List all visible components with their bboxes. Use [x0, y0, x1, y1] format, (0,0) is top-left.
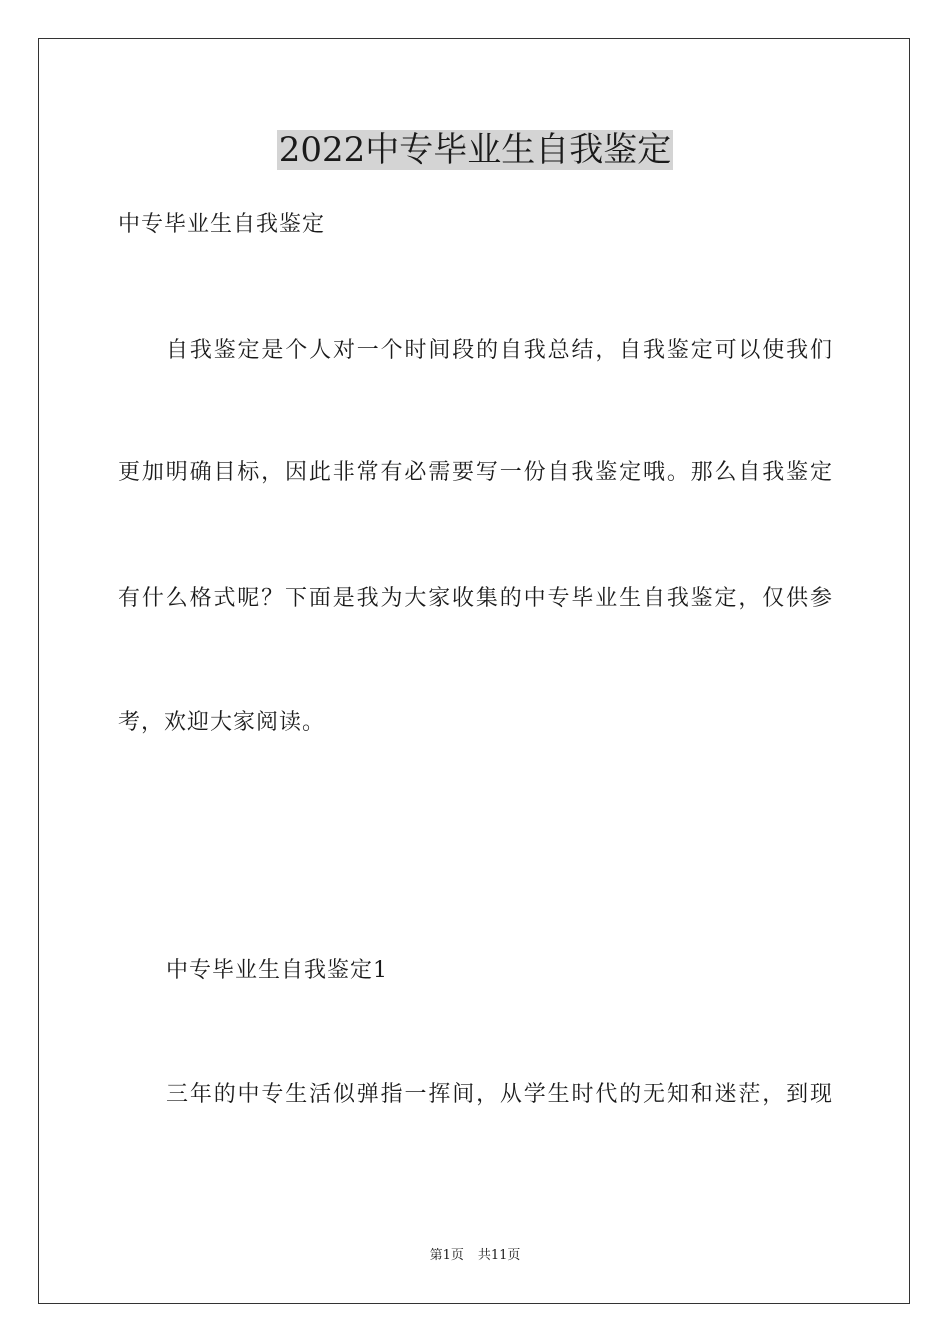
paragraph-line: 考，欢迎大家阅读。 [118, 710, 326, 735]
subtitle: 中专毕业生自我鉴定 [118, 212, 326, 237]
page-footer [0, 1246, 950, 1266]
page-number: 第1页 [429, 1248, 464, 1263]
paragraph-line: 自我鉴定是个人对一个时间段的自我总结，自我鉴定可以使我们 [166, 338, 832, 363]
paragraph-line: 有什么格式呢？下面是我为大家收集的中专毕业生自我鉴定，仅供参 [118, 586, 832, 611]
document-title [0, 126, 950, 174]
paragraph-line: 三年的中专生活似弹指一挥间，从学生时代的无知和迷茫，到现 [166, 1082, 832, 1107]
title-text: 2022中专毕业生自我鉴定 [278, 130, 672, 170]
paragraph-line: 更加明确目标，因此非常有必需要写一份自我鉴定哦。那么自我鉴定 [118, 460, 832, 485]
page-total: 共11页 [477, 1248, 521, 1263]
section-heading: 中专毕业生自我鉴定1 [166, 958, 388, 983]
